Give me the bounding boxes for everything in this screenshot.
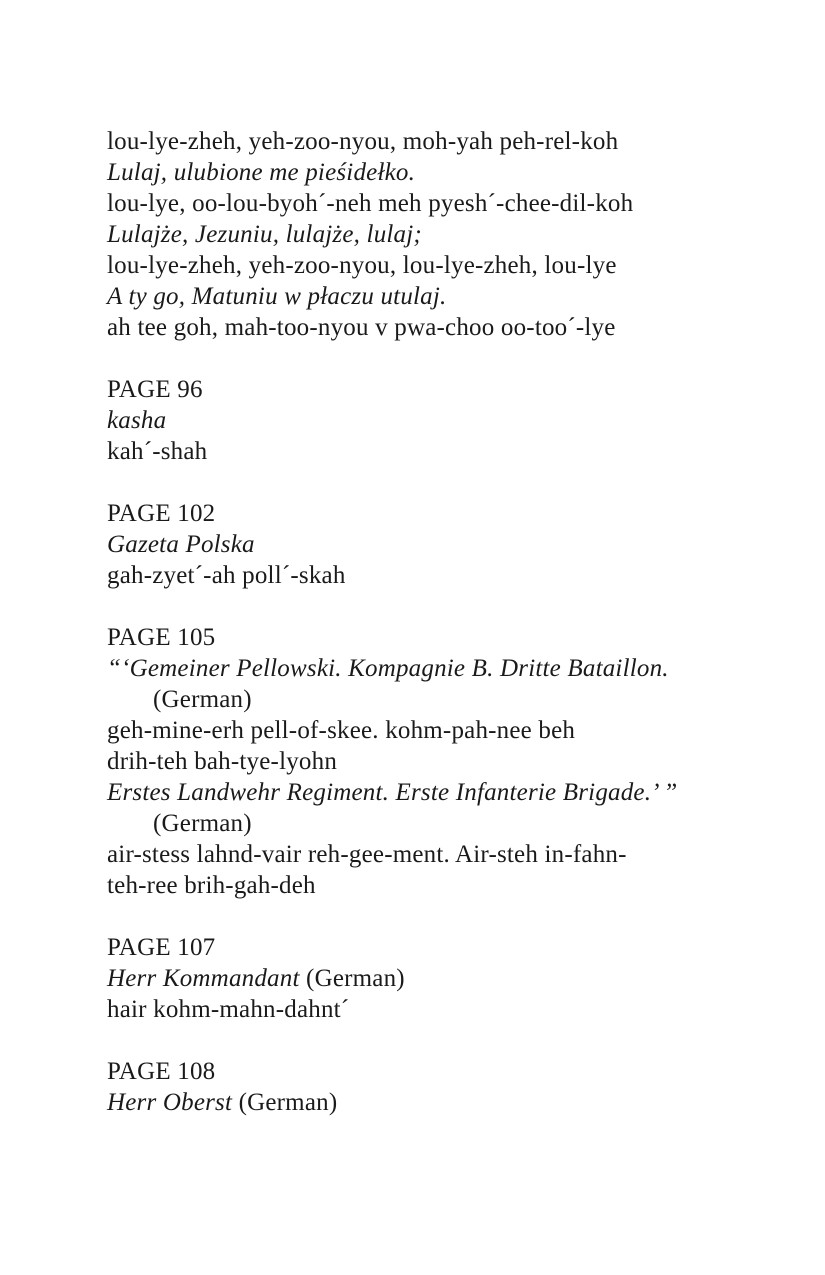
pronunciation-line <box>107 560 767 591</box>
text-segment: (German) <box>153 686 252 713</box>
page-105-block <box>107 622 767 901</box>
foreign-phrase-segment: A ty go, Matuniu w płaczu utulaj. <box>107 283 447 310</box>
source-phrase-line <box>107 963 767 994</box>
page-96-block <box>107 374 767 467</box>
source-phrase-line <box>107 653 767 684</box>
pronunciation-line <box>107 746 767 777</box>
page-number-heading <box>107 622 767 653</box>
text-segment: geh-mine-erh pell-of-skee. kohm-pah-nee beh <box>107 717 576 744</box>
language-note-line <box>107 808 767 839</box>
text-segment: PAGE 107 <box>107 934 216 961</box>
pronunciation-line <box>107 126 767 157</box>
foreign-phrase-segment: Lulaj, ulubione me pieśidełko. <box>107 159 416 186</box>
text-segment: lou-lye, oo-lou-byoh´-neh meh pyesh´-chee-dil-koh <box>107 190 634 217</box>
text-segment: lou-lye-zheh, yeh-zoo-nyou, moh-yah peh-rel-koh <box>107 128 619 155</box>
page-107-block <box>107 932 767 1025</box>
foreign-phrase-segment: Gazeta Polska <box>107 531 255 558</box>
text-segment: air-stess lahnd-vair reh-gee-ment. Air-steh in-fahn- <box>107 841 627 868</box>
text-segment: drih-teh bah-tye-lyohn <box>107 748 338 775</box>
source-phrase-line <box>107 529 767 560</box>
pronunciation-line <box>107 994 767 1025</box>
text-segment: teh-ree brih-gah-deh <box>107 872 316 899</box>
pronunciation-guide-text <box>107 126 767 1118</box>
pronunciation-line <box>107 250 767 281</box>
text-segment: lou-lye-zheh, yeh-zoo-nyou, lou-lye-zheh, lou-lye <box>107 252 617 279</box>
foreign-phrase-segment: kasha <box>107 407 167 434</box>
foreign-phrase-segment: Erstes Landwehr Regiment. Erste Infanterie Brigade.’ ” <box>107 779 678 806</box>
pronunciation-line <box>107 312 767 343</box>
source-phrase-line <box>107 777 767 808</box>
source-phrase-line <box>107 405 767 436</box>
text-segment: gah-zyet´-ah poll´-skah <box>107 562 346 589</box>
page-108-block <box>107 1056 767 1118</box>
pronunciation-line <box>107 715 767 746</box>
pronunciation-line <box>107 188 767 219</box>
text-segment: PAGE 96 <box>107 376 203 403</box>
text-segment: (German) <box>232 1089 338 1116</box>
page-number-heading <box>107 374 767 405</box>
foreign-phrase-segment: Lulajże, Jezuniu, lulajże, lulaj; <box>107 221 422 248</box>
source-phrase-line <box>107 219 767 250</box>
pronunciation-line <box>107 870 767 901</box>
language-note-line <box>107 684 767 715</box>
page-number-heading <box>107 498 767 529</box>
foreign-phrase-segment: Herr Kommandant <box>107 965 300 992</box>
text-segment: hair kohm-mahn-dahnt´ <box>107 996 350 1023</box>
page-102-block <box>107 498 767 591</box>
text-segment: PAGE 102 <box>107 500 216 527</box>
text-segment: ah tee goh, mah-too-nyou v pwa-choo oo-too´-lye <box>107 314 616 341</box>
text-segment: PAGE 105 <box>107 624 216 651</box>
lullaby-pronunciation-block <box>107 126 767 343</box>
pronunciation-line <box>107 436 767 467</box>
text-segment: PAGE 108 <box>107 1058 216 1085</box>
source-phrase-line <box>107 281 767 312</box>
page-number-heading <box>107 932 767 963</box>
text-segment: kah´-shah <box>107 438 208 465</box>
source-phrase-line <box>107 1087 767 1118</box>
foreign-phrase-segment: “‘Gemeiner Pellowski. Kompagnie B. Dritte Bataillon. <box>107 655 669 682</box>
text-segment: (German) <box>299 965 405 992</box>
text-segment: (German) <box>153 810 252 837</box>
page-number-heading <box>107 1056 767 1087</box>
source-phrase-line <box>107 157 767 188</box>
foreign-phrase-segment: Herr Oberst <box>107 1089 233 1116</box>
pronunciation-line <box>107 839 767 870</box>
